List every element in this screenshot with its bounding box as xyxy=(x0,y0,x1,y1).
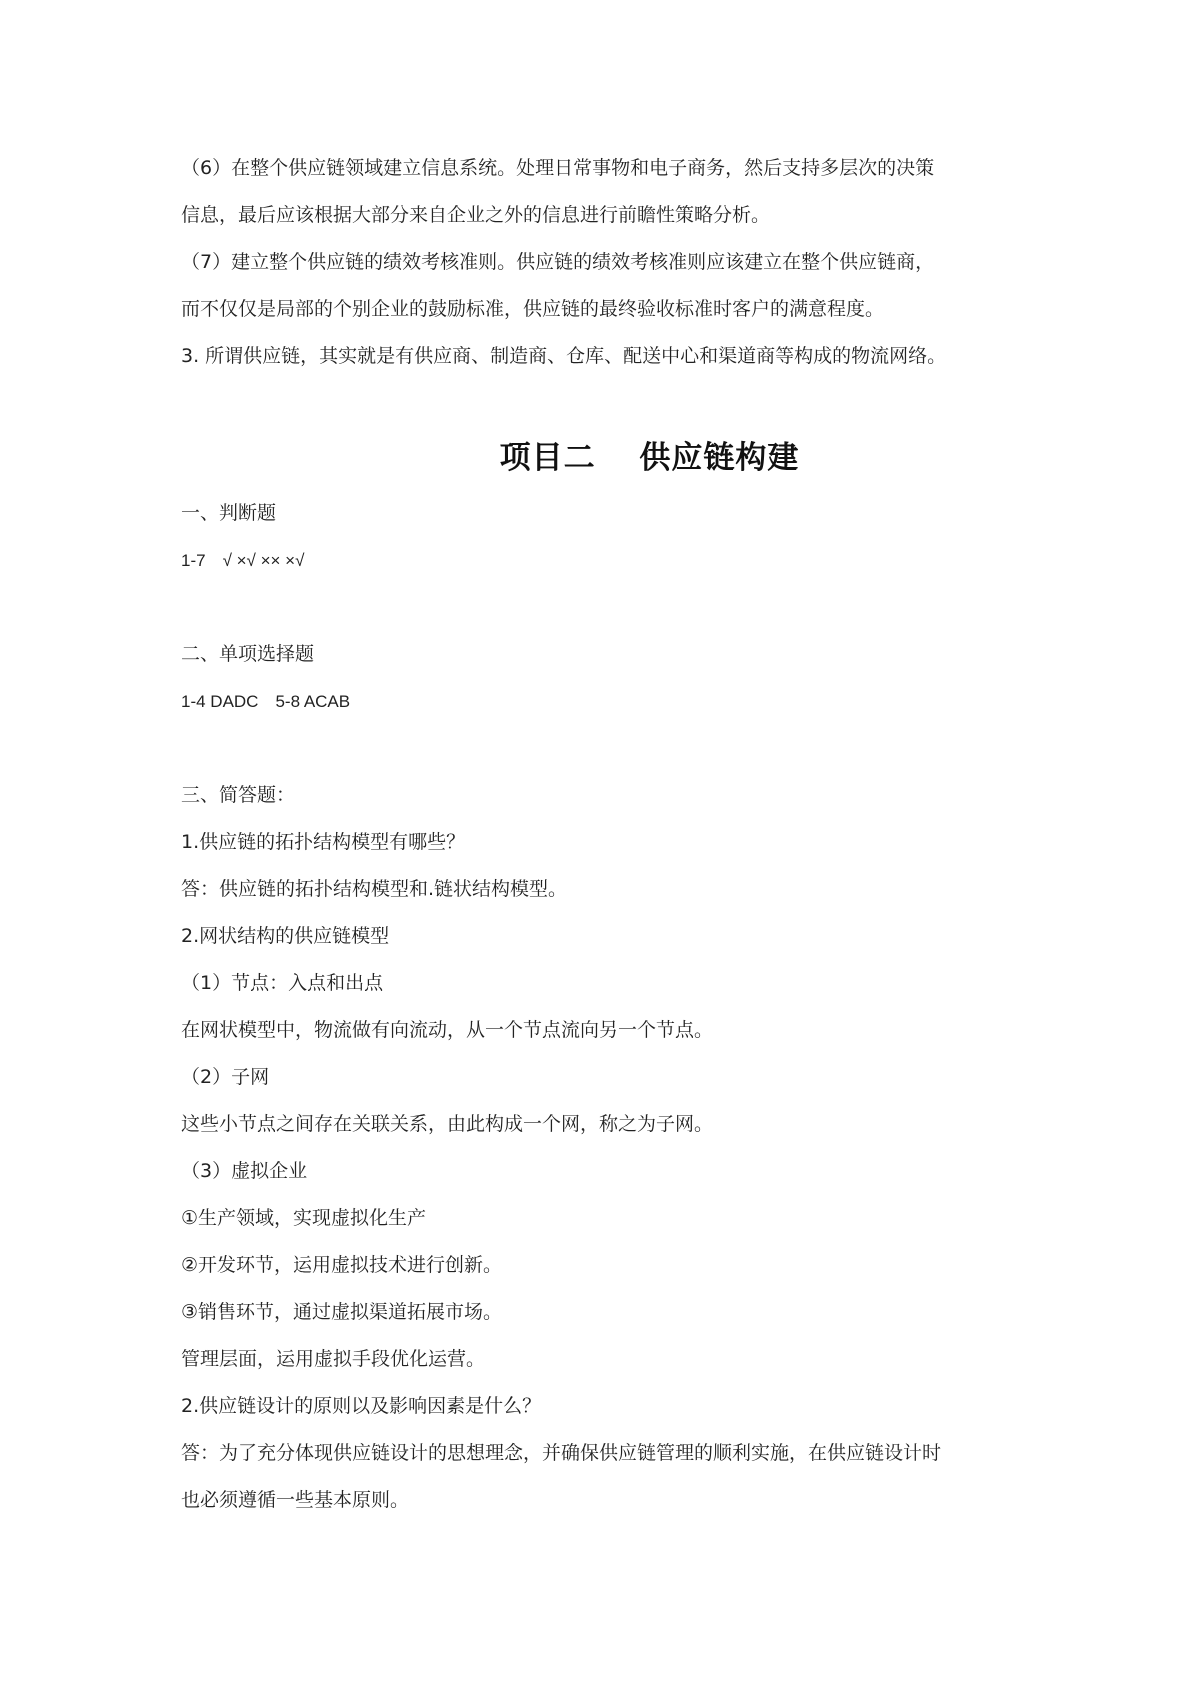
point-2-text: 这些小节点之间存在关联关系，由此构成一个网，称之为子网。 xyxy=(181,1113,714,1135)
point-2-heading: （2）子网 xyxy=(181,1066,270,1088)
point-3-heading: （3）虚拟企业 xyxy=(181,1160,308,1182)
point-1-text: 在网状模型中，物流做有向流动，从一个节点流向另一个节点。 xyxy=(181,1019,714,1041)
single-choice-heading: 二、单项选择题 xyxy=(181,643,315,665)
project-title: 项目二 供应链构建 xyxy=(499,440,800,476)
answer-1: 答：供应链的拓扑结构模型和.链状结构模型。 xyxy=(181,878,568,900)
circled-item-1: ①生产领域，实现虚拟化生产 xyxy=(181,1207,427,1229)
question-2: 2.网状结构的供应链模型 xyxy=(181,925,390,947)
circled-item-3: ③销售环节，通过虚拟渠道拓展市场。 xyxy=(181,1301,503,1323)
paragraph-6-line-2: 信息，最后应该根据大部分来自企业之外的信息进行前瞻性策略分析。 xyxy=(181,204,771,226)
judgement-answers: 1-7 √ ×√ ×× ×√ xyxy=(181,551,305,570)
circled-item-2: ②开发环节，运用虚拟技术进行创新。 xyxy=(181,1254,503,1276)
short-answer-heading: 三、简答题： xyxy=(181,784,296,806)
paragraph-7-line-1: （7）建立整个供应链的绩效考核准则。供应链的绩效考核准则应该建立在整个供应链商， xyxy=(181,251,935,273)
paragraph-6-line-1: （6）在整个供应链领域建立信息系统。处理日常事物和电子商务，然后支持多层次的决策 xyxy=(181,157,935,179)
paragraph-7-line-2: 而不仅仅是局部的个别企业的鼓励标准，供应链的最终验收标准时客户的满意程度。 xyxy=(181,298,885,320)
question-3: 2.供应链设计的原则以及影响因素是什么？ xyxy=(181,1395,542,1417)
answer-3-line-2: 也必须遵循一些基本原则。 xyxy=(181,1489,410,1511)
single-choice-answers: 1-4 DADC 5-8 ACAB xyxy=(181,692,351,711)
point-1-heading: （1）节点：入点和出点 xyxy=(181,972,384,994)
management-text: 管理层面，运用虚拟手段优化运营。 xyxy=(181,1348,486,1370)
item-3-text: 3. 所谓供应链，其实就是有供应商、制造商、仓库、配送中心和渠道商等构成的物流网络。 xyxy=(181,345,947,367)
question-1: 1.供应链的拓扑结构模型有哪些？ xyxy=(181,831,466,853)
judgement-heading: 一、判断题 xyxy=(181,502,277,524)
answer-3-line-1: 答：为了充分体现供应链设计的思想理念，并确保供应链管理的顺利实施，在供应链设计时 xyxy=(181,1442,942,1464)
